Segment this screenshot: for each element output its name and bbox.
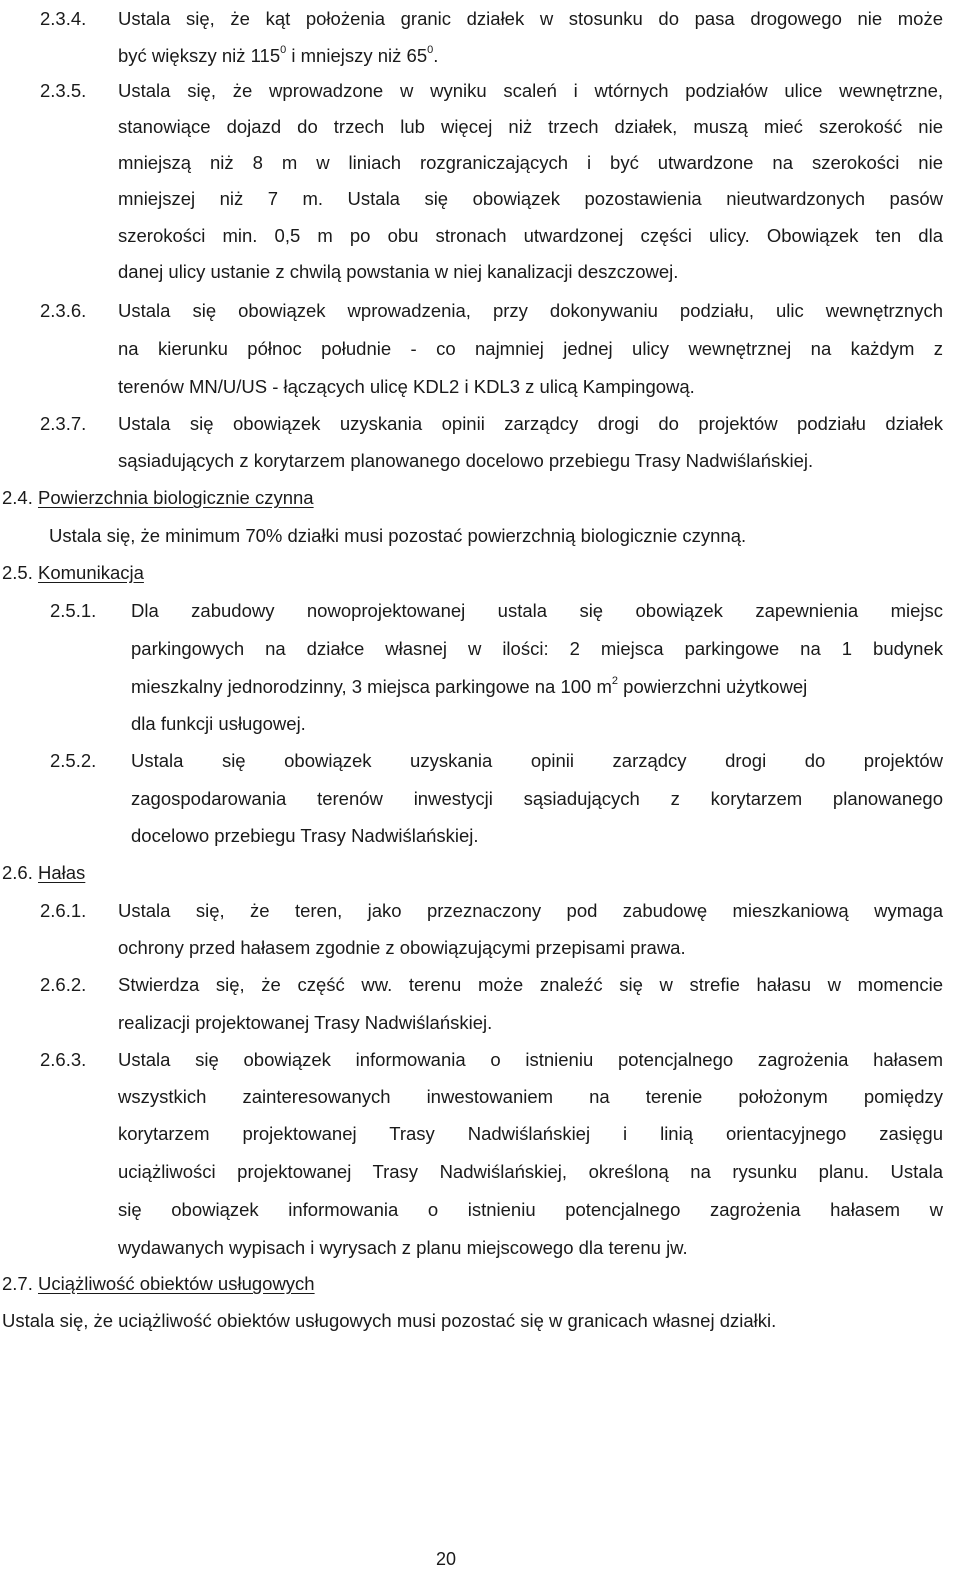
square-superscript: 2 xyxy=(611,675,619,687)
section-number: 2.3.5. xyxy=(40,80,87,101)
text-run: powierzchni użytkowej xyxy=(618,676,808,697)
paragraph-line xyxy=(131,676,807,698)
heading-number: 2.5. xyxy=(2,562,33,583)
paragraph-line: realizacji projektowanej Trasy Nadwiślańskiej. xyxy=(118,1012,493,1033)
paragraph-line: mniejszej niż 7 m. Ustala się obowiązek pozostawienia nieutwardzonych pasów xyxy=(118,188,943,209)
paragraph-line: dla funkcji usługowej. xyxy=(131,713,306,734)
paragraph-line: Ustala się, że uciążliwość obiektów usługowych musi pozostać się w granicach własnej działki. xyxy=(2,1310,777,1331)
section-number: 2.5.1. xyxy=(50,600,97,621)
paragraph-line: Ustala się, że kąt położenia granic działek w stosunku do pasa drogowego nie może xyxy=(118,8,943,29)
paragraph-line: Ustala się obowiązek uzyskania opinii zarządcy drogi do projektów podziału działek xyxy=(118,413,943,434)
section-number: 2.6.1. xyxy=(40,900,87,921)
paragraph-line: Ustala się obowiązek uzyskania opinii zarządcy drogi do projektów xyxy=(131,750,943,771)
text-run: mieszkalny jednorodzinny, 3 miejsca parkingowe na 100 m xyxy=(131,676,612,697)
section-heading xyxy=(2,862,85,884)
degree-superscript: 0 xyxy=(427,44,434,56)
section-number: 2.6.2. xyxy=(40,974,87,995)
heading-number: 2.4. xyxy=(2,487,33,508)
paragraph-line: Stwierdza się, że część ww. terenu może znaleźć się w strefie hałasu w momencie xyxy=(118,974,943,995)
paragraph-line: danej ulicy ustanie z chwilą powstania w niej kanalizacji deszczowej. xyxy=(118,261,679,282)
heading-title: Hałas xyxy=(38,862,86,883)
section-number: 2.3.4. xyxy=(40,8,87,29)
paragraph-line: ochrony przed hałasem zgodnie z obowiązującymi przepisami prawa. xyxy=(118,937,686,958)
section-number: 2.3.6. xyxy=(40,300,87,321)
paragraph-line: Ustala się obowiązek wprowadzenia, przy dokonywaniu podziału, ulic wewnętrznych xyxy=(118,300,943,321)
section-number: 2.6.3. xyxy=(40,1049,87,1070)
heading-title: Komunikacja xyxy=(38,562,144,583)
paragraph-line: terenów MN/U/US - łączących ulicę KDL2 i KDL3 z ulicą Kampingową. xyxy=(118,376,695,397)
heading-title: Powierzchnia biologicznie czynna xyxy=(38,487,314,508)
paragraph-line: Dla zabudowy nowoprojektowanej ustala się obowiązek zapewnienia miejsc xyxy=(131,600,943,621)
degree-superscript: 0 xyxy=(280,44,287,56)
heading-title: Uciążliwość obiektów usługowych xyxy=(38,1273,315,1294)
paragraph-line xyxy=(118,45,438,67)
heading-number: 2.6. xyxy=(2,862,33,883)
paragraph-line: stanowiące dojazd do trzech lub więcej niż trzech działek, muszą mieć szerokość nie xyxy=(118,116,943,137)
paragraph-line: na kierunku północ południe - co najmniej jednej ulicy wewnętrznej na każdym z xyxy=(118,338,943,359)
paragraph-line: mniejszą niż 8 m w liniach rozgraniczających i być utwardzone na szerokości nie xyxy=(118,152,943,173)
paragraph-line: uciążliwości projektowanej Trasy Nadwiślańskiej, określoną na rysunku planu. Ustala xyxy=(118,1161,943,1182)
paragraph-line: wszystkich zainteresowanych inwestowaniem na terenie położonym pomiędzy xyxy=(118,1086,943,1107)
text-run: być większy niż 115 xyxy=(118,45,281,66)
paragraph-line: zagospodarowania terenów inwestycji sąsiadujących z korytarzem planowanego xyxy=(131,788,943,809)
paragraph-line: wydawanych wypisach i wyrysach z planu miejscowego dla terenu jw. xyxy=(118,1237,688,1258)
paragraph-line: się obowiązek informowania o istnieniu potencjalnego zagrożenia hałasem w xyxy=(118,1199,943,1220)
paragraph-line: Ustala się obowiązek informowania o istnieniu potencjalnego zagrożenia hałasem xyxy=(118,1049,943,1070)
paragraph-line: Ustala się, że minimum 70% działki musi pozostać powierzchnią biologicznie czynną. xyxy=(49,525,747,546)
text-run: i mniejszy niż 65 xyxy=(286,45,428,66)
paragraph-line: parkingowych na działce własnej w ilości: 2 miejsca parkingowe na 1 budynek xyxy=(131,638,943,659)
page-number: 20 xyxy=(436,1549,457,1569)
section-number: 2.3.7. xyxy=(40,413,87,434)
paragraph-line: Ustala się, że teren, jako przeznaczony pod zabudowę mieszkaniową wymaga xyxy=(118,900,943,921)
section-heading xyxy=(2,562,144,584)
section-heading xyxy=(2,487,314,509)
text-run: . xyxy=(433,45,439,66)
paragraph-line: docelowo przebiegu Trasy Nadwiślańskiej. xyxy=(131,825,479,846)
section-number: 2.5.2. xyxy=(50,750,97,771)
paragraph-line: szerokości min. 0,5 m po obu stronach utwardzonej części ulicy. Obowiązek ten dla xyxy=(118,225,943,246)
paragraph-line: korytarzem projektowanej Trasy Nadwiślańskiej i linią orientacyjnego zasięgu xyxy=(118,1123,943,1144)
section-heading xyxy=(2,1273,315,1295)
paragraph-line: sąsiadujących z korytarzem planowanego docelowo przebiegu Trasy Nadwiślańskiej. xyxy=(118,450,814,471)
heading-number: 2.7. xyxy=(2,1273,33,1294)
paragraph-line: Ustala się, że wprowadzone w wyniku scaleń i wtórnych podziałów ulice wewnętrzne, xyxy=(118,80,943,101)
